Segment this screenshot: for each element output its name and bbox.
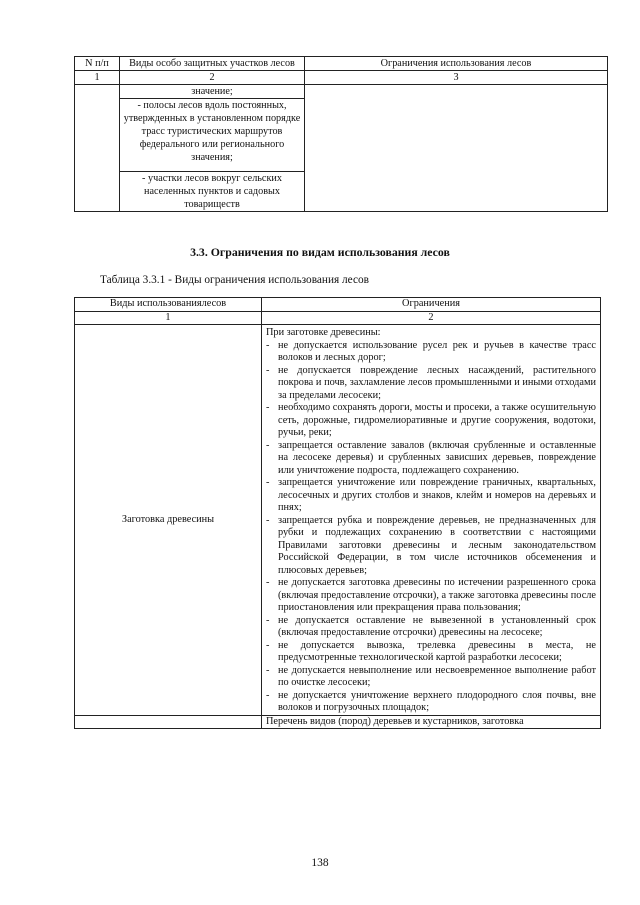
table-row	[75, 325, 601, 716]
restrictions-intro: При заготовке древесины:	[266, 327, 381, 338]
table-row	[75, 715, 601, 729]
empty-cell	[305, 85, 608, 212]
empty-cell	[75, 715, 262, 729]
use-type-cell: Заготовка древесины	[75, 325, 262, 716]
list-item: - не допускается повреждение лесных насаждений, растительного покрова и почв, захламление лесов промышленными и иными отходами за пределами лесосеки;	[266, 365, 596, 403]
table-header-row	[75, 298, 601, 312]
header-cell: Виды особо защитных участков лесов	[120, 57, 305, 71]
list-item: - запрещается рубка и повреждение деревьев, не предназначенных для рубки и подлежащих сохранению в соответствии с настоящими Правилами заготовки древесины и лесным законодательством Российской Федерации, в том числе источников обсеменения и плюсовых деревьев;	[266, 515, 596, 578]
list-item: - не допускается оставление не вывезенной в установленный срок (включая предоставление отсрочки) древесины на лесосеке;	[266, 615, 596, 640]
table-cell: - участки лесов вокруг сельских населенных пунктов и садовых товариществ	[120, 172, 305, 212]
protective-areas-table	[74, 56, 608, 212]
restrictions-list	[266, 340, 596, 715]
column-number-row	[75, 311, 601, 325]
empty-cell	[75, 85, 120, 212]
forest-use-restrictions-table	[74, 297, 601, 729]
list-item: - не допускается вывозка, трелевка древесины в места, не предусмотренные технологической картой разработки лесосеки;	[266, 640, 596, 665]
list-item: - не допускается заготовка древесины по истечении разрешенного срока (включая предоставление отсрочки), а также заготовка древесины после приостановления или прекращения права пользования;	[266, 577, 596, 615]
header-cell: N п/п	[75, 57, 120, 71]
table-caption: Таблица 3.3.1 - Виды ограничения использования лесов	[100, 274, 369, 286]
header-cell: Ограничения использования лесов	[305, 57, 608, 71]
list-item: - не допускается уничтожение верхнего плодородного слоя почвы, вне волоков и погрузочных площадок;	[266, 690, 596, 715]
column-number: 1	[75, 311, 262, 325]
header-cell: Ограничения	[262, 298, 601, 312]
list-item: - необходимо сохранять дороги, мосты и просеки, а также осушительную сеть, дорожные, гидромелиоративные и другие сооружения, водотоки, ручьи, реки;	[266, 402, 596, 440]
table-cell: - полосы лесов вдоль постоянных, утвержденных в установленном порядке трасс туристических маршрутов федерального или регионального значения;	[120, 99, 305, 172]
table-header-row	[75, 57, 608, 71]
restrictions-cell	[262, 325, 601, 716]
column-number: 1	[75, 71, 120, 85]
header-cell: Виды использованиялесов	[75, 298, 262, 312]
column-number: 2	[120, 71, 305, 85]
list-item: - не допускается невыполнение или несвоевременное выполнение работ по очистке лесосеки;	[266, 665, 596, 690]
table-row	[75, 85, 608, 99]
restrictions-continuation: Перечень видов (пород) деревьев и кустарников, заготовка	[262, 715, 601, 729]
list-item: - запрещается оставление завалов (включая срубленные и оставленные на лесосеке деревья) и срубленных зависших деревьев, повреждение или уничтожение подроста, подлежащего сохранению.	[266, 440, 596, 478]
table-cell: значение;	[120, 85, 305, 99]
page-number: 138	[311, 857, 329, 869]
list-item: - не допускается использование русел рек и ручьев в качестве трасс волоков и лесных дорог;	[266, 340, 596, 365]
column-number: 2	[262, 311, 601, 325]
column-number-row	[75, 71, 608, 85]
section-heading: 3.3. Ограничения по видам использования лесов	[190, 245, 450, 259]
list-item: - запрещается уничтожение или повреждение граничных, квартальных, лесосечных и других столбов и знаков, клейм и номеров на деревьях и пнях;	[266, 477, 596, 515]
column-number: 3	[305, 71, 608, 85]
